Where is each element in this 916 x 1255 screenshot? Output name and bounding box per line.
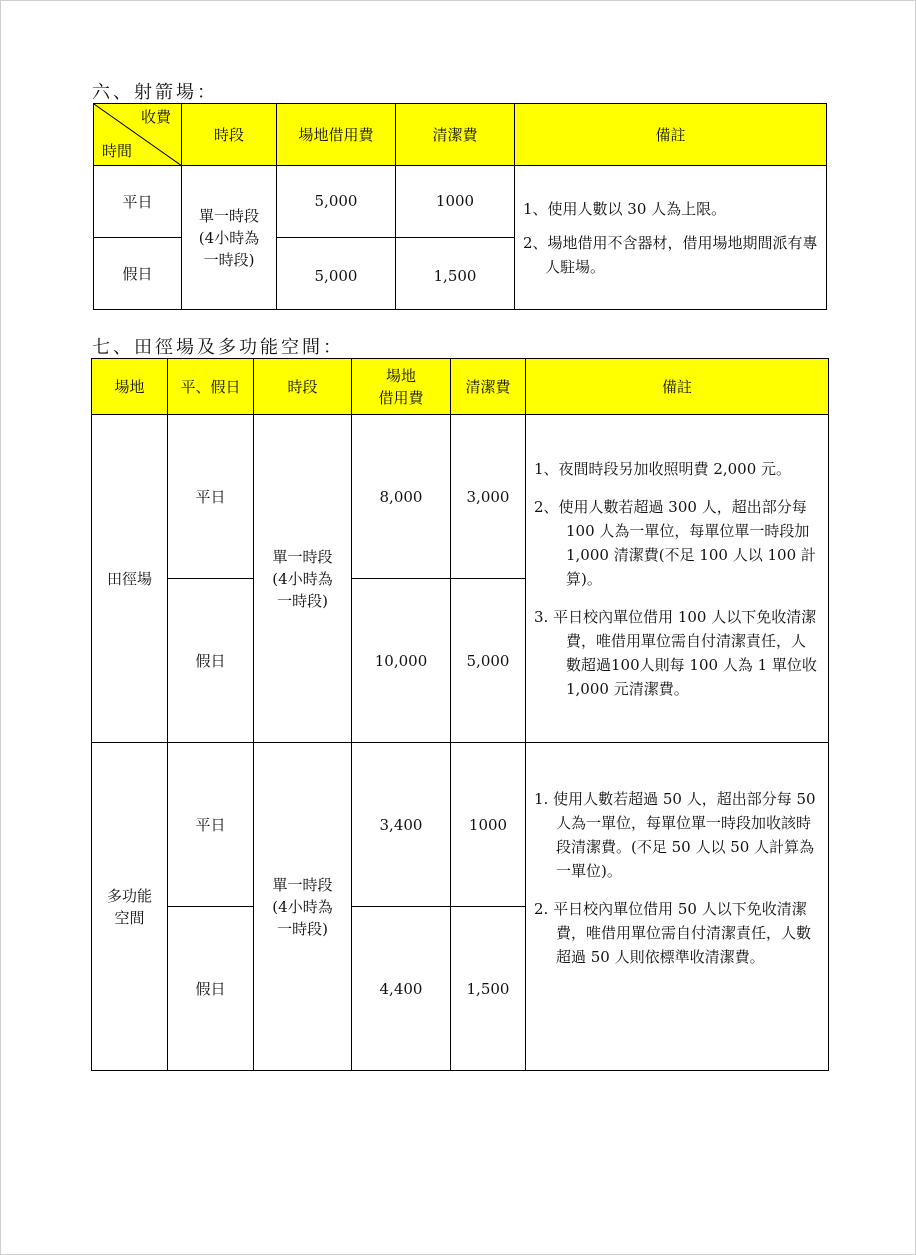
archery-fee-table: [93, 103, 827, 310]
track-holiday-label: 假日: [168, 579, 254, 743]
period-cell: [182, 166, 277, 310]
header-rent: [352, 359, 451, 415]
period-line: 一時段): [277, 919, 328, 938]
period-line: 單一時段: [272, 875, 333, 894]
period-line: (4小時為: [198, 228, 260, 247]
period-line: 一時段): [203, 250, 255, 269]
track-holiday-clean: 5,000: [451, 579, 526, 743]
corner-header: [94, 104, 182, 166]
header-rent: 場地借用費: [277, 104, 396, 166]
holiday-rent: 5,000: [277, 238, 396, 310]
venue-track: 田徑場: [92, 415, 168, 743]
period-line: (4小時為: [272, 897, 333, 916]
section6-title: 六、射箭場：: [92, 82, 218, 103]
archery-notes: [515, 166, 827, 310]
weekday-clean: 1000: [396, 166, 515, 238]
header-note: 備註: [515, 104, 827, 166]
note-item: 1、使用人數以 30 人為上限。: [523, 199, 727, 218]
venue-multi: [92, 743, 168, 1071]
track-fee-table: [91, 358, 829, 1071]
period-line: 一時段): [277, 591, 328, 610]
note-item: 1. 使用人數若超過 50 人，超出部分每 50 人為一單位，每單位單一時段加收該時段清潔費。(不足 50 人以 50 人計算為一單位)。: [534, 790, 816, 880]
track-weekday-label: 平日: [168, 415, 254, 579]
period-line: 單一時段: [198, 206, 259, 225]
multi-holiday-label: 假日: [168, 907, 254, 1071]
header-venue: 場地: [92, 359, 168, 415]
venue-line: 多功能: [106, 886, 152, 905]
section7-title: 七、田徑場及多功能空間：: [92, 337, 344, 358]
track-notes: [526, 415, 829, 743]
corner-fee-label: 收費: [140, 108, 171, 126]
track-holiday-rent: 10,000: [352, 579, 451, 743]
multi-notes: [526, 743, 829, 1071]
row-holiday-label: 假日: [94, 238, 182, 310]
header-rent-line: 借用費: [378, 388, 424, 407]
track-period: [254, 415, 352, 743]
header-clean: 清潔費: [396, 104, 515, 166]
header-rent-line: 場地: [385, 366, 416, 385]
multi-holiday-clean: 1,500: [451, 907, 526, 1071]
holiday-clean: 1,500: [396, 238, 515, 310]
header-day: 平、假日: [168, 359, 254, 415]
note-item: 2. 平日校內單位借用 50 人以下免收清潔費，唯借用單位需自付清潔責任，人數超過 50 人則依標準收清潔費。: [534, 900, 812, 966]
track-weekday-clean: 3,000: [451, 415, 526, 579]
note-item: 2、場地借用不含器材，借用場地期間派有專人駐場。: [523, 233, 818, 276]
corner-time-label: 時間: [102, 142, 133, 160]
header-period: 時段: [182, 104, 277, 166]
multi-weekday-label: 平日: [168, 743, 254, 907]
period-line: 單一時段: [272, 547, 333, 566]
header-clean: 清潔費: [451, 359, 526, 415]
note-item: 3. 平日校內單位借用 100 人以下免收清潔費，唯借用單位需自付清潔責任，人數超過100人則每 100 人為 1 單位收 1,000 元清潔費。: [534, 607, 817, 698]
venue-line: 空間: [114, 908, 145, 927]
header-period: 時段: [254, 359, 352, 415]
note-item: 1、夜間時段另加收照明費 2,000 元。: [534, 459, 792, 478]
row-weekday-label: 平日: [94, 166, 182, 238]
multi-weekday-clean: 1000: [451, 743, 526, 907]
weekday-rent: 5,000: [277, 166, 396, 238]
note-item: 2、使用人數若超過 300 人，超出部分每 100 人為一單位，每單位單一時段加 1,000 清潔費(不足 100 人以 100 計算)。: [534, 497, 816, 588]
multi-holiday-rent: 4,400: [352, 907, 451, 1071]
multi-period: [254, 743, 352, 1071]
multi-weekday-rent: 3,400: [352, 743, 451, 907]
track-weekday-rent: 8,000: [352, 415, 451, 579]
period-line: (4小時為: [272, 569, 333, 588]
header-note: 備註: [526, 359, 829, 415]
